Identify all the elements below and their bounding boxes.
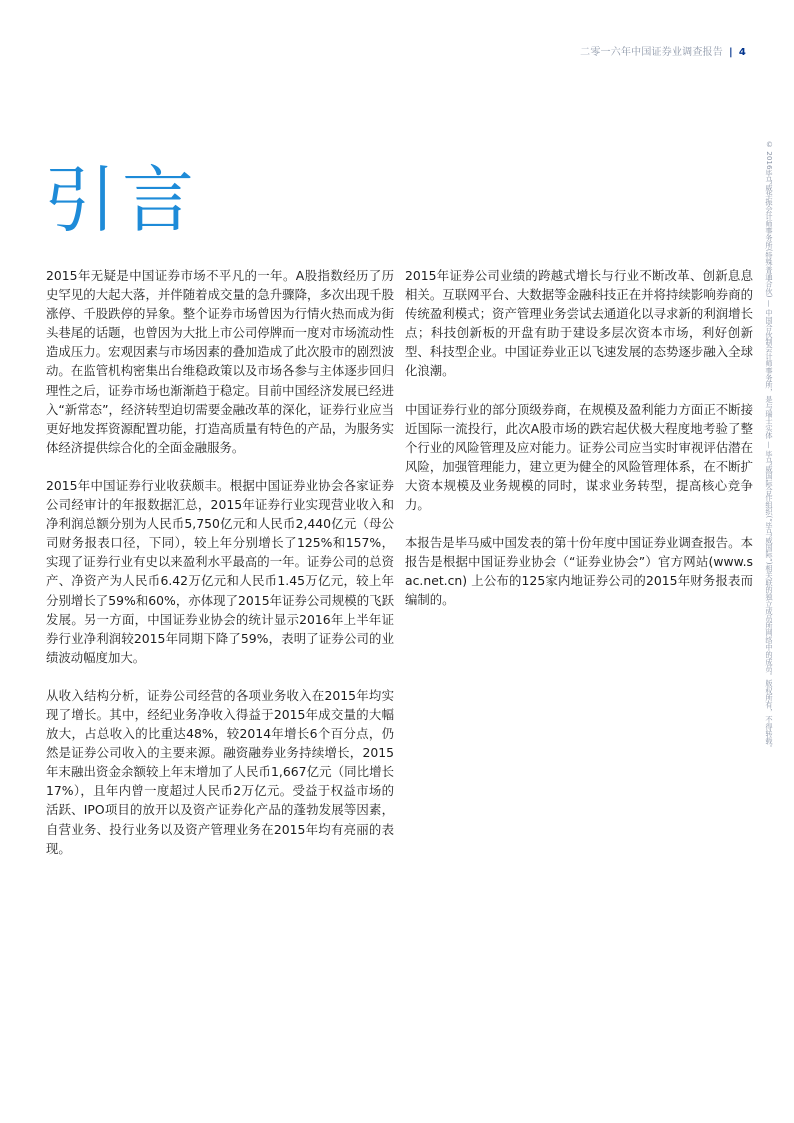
report-title: 二零一六年中国证券业调查报告 <box>580 47 723 58</box>
paragraph: 2015年无疑是中国证券市场不平凡的一年。A股指数经历了历史罕见的大起大落，并伴随着成交量的急升骤降，多次出现千股涨停、千股跌停的异象。整个证券市场曾因为行情火热而成为街头巷尾的话题，也曾因为大批上市公司停牌而一度对市场流动性造成压力。宏观因素与市场因素的叠加造成了此次股市的剧烈波动。在监管机构密集出台维稳政策以及市场各参与主体逐步回归理性之后，证券市场也渐渐趋于稳定。目前中国经济发展已经进入“新常态”，经济转型迫切需要金融改革的深化，证券行业应当更好地发挥资源配置功能，打造高质量有特色的产品，为服务实体经济提供综合化的全面金融服务。 <box>46 268 394 455</box>
paragraph: 2015年证券公司业绩的跨越式增长与行业不断改革、创新息息相关。互联网平台、大数据等金融科技正在并将持续影响券商的传统盈利模式；资产管理业务尝试去通道化以寻求新的利润增长点；科技创新板的开盘有助于建设多层次资本市场，利好创新型、科技型企业。中国证券业正以飞速发展的态势逐步融入全球化浪潮。 <box>405 268 753 379</box>
paragraph: 从收入结构分析，证券公司经营的各项业务收入在2015年均实现了增长。其中，经纪业务净收入得益于2015年成交量的大幅放大，占总收入的比重达48%，较2014年增长6个百分点，仍然是证券公司收入的主要来源。融资融券业务持续增长，2015年末融出资金余额较上年末增加了人民币1,667亿元（同比增长17%），且年内曾一度超过人民币2万亿元。受益于权益市场的活跃、IPO项目的放开以及资产证券化产品的蓬勃发展等因素，自营业务、投行业务以及资产管理业务在2015年均有亮丽的表现。 <box>46 687 394 856</box>
left-column <box>46 266 394 877</box>
copyright-sidebar: © 2016毕马威华振会计师事务所(特殊普通合伙) — 中国合伙制会计师事务所，是与瑞士实体 — 毕马威国际合作组织(“毕马威国际”)相关联的独立成员所网络中的成员。版权所有，不得转载。 <box>765 140 774 752</box>
right-column <box>405 266 753 629</box>
section-title: 引言 <box>44 158 201 242</box>
header-separator: | <box>728 47 733 58</box>
paragraph: 2015年中国证券行业收获颇丰。根据中国证券业协会各家证券公司经审计的年报数据汇总，2015年证券行业实现营业收入和净利润总额分别为人民币5,750亿元和人民币2,440亿元（母公司财务报表口径，下同），较上年分别增长了125%和157%，实现了证券行业有史以来盈利水平最高的一年。证券公司的总资产、净资产为人民币6.42万亿元和人民币1.45万亿元，较上年分别增长了59%和60%，亦体现了2015年证券公司规模的飞跃发展。另一方面，中国证券业协会的统计显示2016年上半年证券行业净利润较2015年同期下降了59%，表明了证券公司的业绩波动幅度加大。 <box>46 477 394 665</box>
paragraph: 本报告是毕马威中国发表的第十份年度中国证券业调查报告。本报告是根据中国证券业协会（“证券业协会”）官方网站(www.sac.net.cn) 上公布的125家内地证券公司的2015年财务报表而编制的。 <box>405 535 753 608</box>
paragraph: 中国证券行业的部分顶级券商，在规模及盈利能力方面正不断接近国际一流投行，此次A股市场的跌宕起伏极大程度地考验了整个行业的风险管理及应对能力。证券公司应当实时审视评估潜在风险，加强管理能力，建立更为健全的风险管理体系，在不断扩大资本规模及业务规模的同时，谋求业务转型，提高核心竞争力。 <box>405 401 753 513</box>
page-number: 4 <box>738 47 746 58</box>
running-header <box>580 43 746 58</box>
